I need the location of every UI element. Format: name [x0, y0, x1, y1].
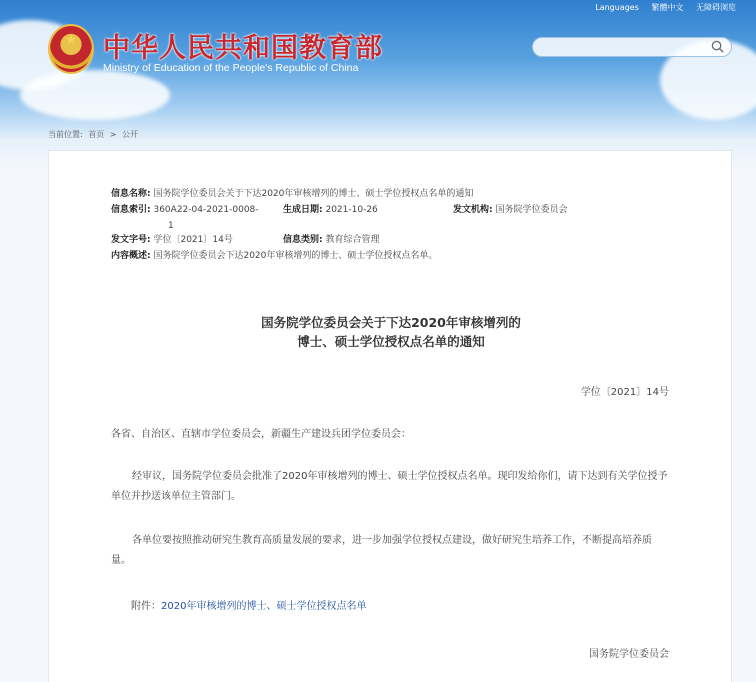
issuer-value: 国务院学位委员会	[495, 205, 568, 215]
signature: 国务院学位委员会	[589, 649, 669, 660]
document-number: 学位〔2021〕14号	[580, 387, 669, 398]
info-name-value: 国务院学位委员会关于下达2020年审核增列的博士、硕士学位授权点名单的通知	[153, 189, 474, 199]
attachment-link[interactable]: 2020年审核增列的博士、硕士学位授权点名单	[161, 601, 367, 612]
summary-label: 内容概述:	[111, 251, 151, 261]
date-label: 生成日期:	[283, 205, 323, 215]
category-label: 信息类别:	[283, 235, 323, 245]
doc-no-label: 发文字号:	[111, 235, 151, 245]
breadcrumb-prefix: 当前位置:	[48, 130, 83, 139]
body-paragraph-2: 各单位要按照推动研究生教育高质量发展的要求，进一步加强学位授权点建设，做好研究生培养工作，不断提高培养质量。	[111, 535, 652, 566]
search-box	[532, 37, 732, 57]
document-title	[49, 313, 733, 351]
attachment-label: 附件：	[131, 601, 161, 612]
search-input[interactable]	[541, 40, 706, 55]
doc-no-value: 学位〔2021〕14号	[153, 235, 233, 245]
index-label: 信息索引:	[111, 205, 151, 215]
top-links	[585, 2, 736, 13]
salutation: 各省、自治区、直辖市学位委员会，新疆生产建设兵团学位委员会：	[111, 429, 411, 440]
breadcrumb-separator: >	[109, 130, 117, 139]
document-title-line-1: 国务院学位委员会关于下达2020年审核增列的	[261, 315, 521, 330]
search-icon[interactable]	[711, 40, 724, 53]
national-emblem-icon[interactable]: ★	[48, 24, 94, 74]
issuer-label: 发文机构:	[453, 205, 493, 215]
languages-link[interactable]: Languages	[595, 3, 639, 12]
site-subtitle: Ministry of Education of the People's Republic of China	[103, 62, 359, 74]
metadata-table	[111, 187, 568, 265]
traditional-chinese-link[interactable]: 繁體中文	[651, 3, 684, 12]
breadcrumb-home[interactable]: 首页	[88, 130, 105, 139]
cloud-decoration	[20, 70, 170, 120]
attachment	[131, 597, 366, 612]
site-header	[0, 0, 756, 125]
accessibility-link[interactable]: 无障碍浏览	[696, 3, 736, 12]
summary-value: 国务院学位委员会下达2020年审核增列的博士、硕士学位授权点名单。	[153, 251, 438, 261]
date-value: 2021-10-26	[325, 205, 378, 215]
breadcrumb-current[interactable]: 公开	[122, 130, 139, 139]
site-title[interactable]: 中华人民共和国教育部	[103, 33, 383, 64]
document-title-line-2: 博士、硕士学位授权点名单的通知	[297, 334, 485, 349]
index-value-continued: 1	[168, 221, 174, 231]
index-value: 360A22-04-2021-0008-	[153, 205, 259, 215]
body-paragraph-1: 经审议，国务院学位委员会批准了2020年审核增列的博士、硕士学位授权点名单。现印发给你们，请下达到有关学位授予单位并抄送该单位主管部门。	[111, 471, 668, 502]
article-card	[48, 150, 732, 682]
info-name-label: 信息名称:	[111, 189, 151, 199]
breadcrumb	[48, 129, 141, 140]
category-value: 教育综合管理	[325, 235, 380, 245]
